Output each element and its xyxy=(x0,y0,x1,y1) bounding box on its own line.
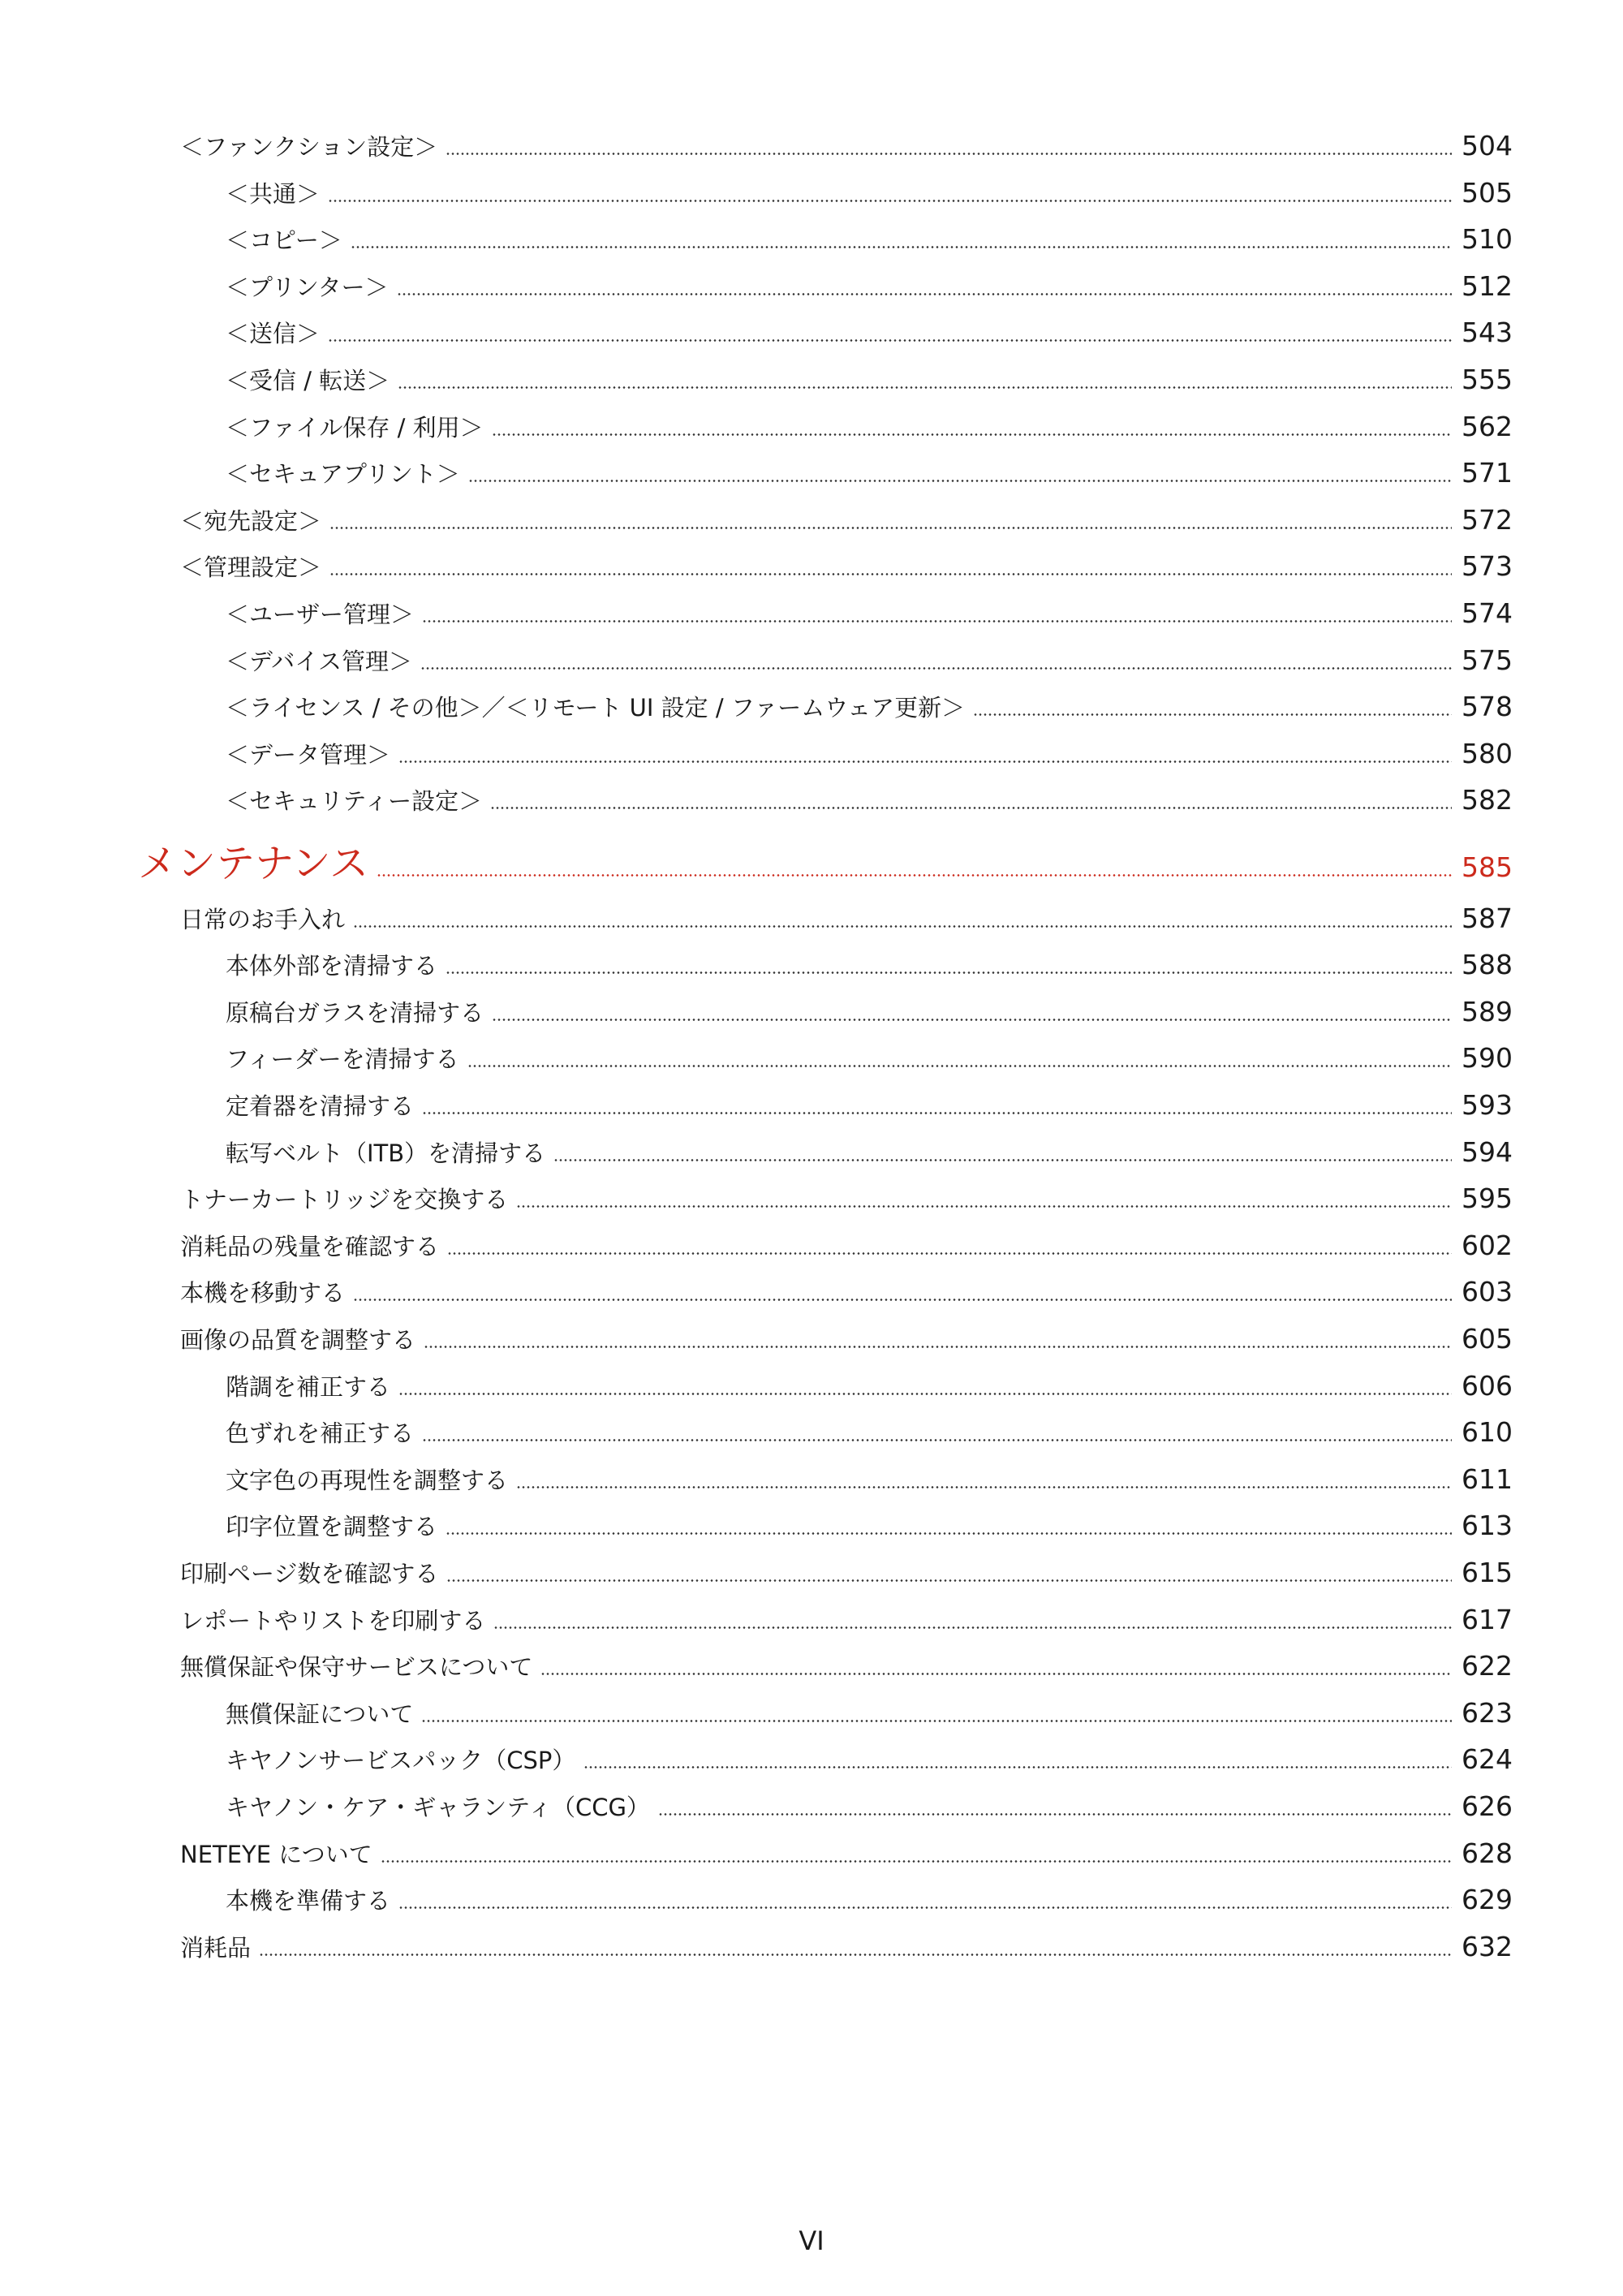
toc-entry-page-number: 632 xyxy=(1462,1930,1513,1962)
dot-leader xyxy=(553,1159,1452,1161)
toc-entry-page-number: 575 xyxy=(1462,644,1513,676)
dot-leader xyxy=(381,1860,1452,1863)
toc-entry-page-number: 602 xyxy=(1462,1229,1513,1261)
toc-entry-page-number: 573 xyxy=(1462,550,1513,583)
dot-leader xyxy=(353,925,1452,928)
toc-entry-label: 原稿台ガラスを清掃する xyxy=(226,998,484,1027)
toc-entry-label: 本機を移動する xyxy=(180,1279,346,1307)
dot-leader xyxy=(658,1813,1452,1816)
dot-leader xyxy=(398,1393,1452,1395)
toc-entry[interactable] xyxy=(226,996,1513,1029)
toc-entry-label: 階調を補正する xyxy=(226,1372,391,1401)
toc-entry-page-number: 582 xyxy=(1462,784,1513,816)
dot-leader xyxy=(259,1954,1452,1956)
page-number: VI xyxy=(799,2225,824,2256)
toc-entry-label: ＜セキュリティー設定＞ xyxy=(226,787,483,816)
dot-leader xyxy=(397,293,1452,295)
toc-entry-page-number: 512 xyxy=(1462,269,1513,302)
toc-entry-page-number: 580 xyxy=(1462,737,1513,769)
dot-leader xyxy=(516,1205,1452,1208)
toc-entry-label: 日常のお手入れ xyxy=(180,905,346,933)
toc-entry[interactable] xyxy=(226,1042,1513,1075)
dot-leader xyxy=(446,1532,1452,1535)
toc-entry[interactable] xyxy=(180,504,1513,537)
toc-entry-page-number: 587 xyxy=(1462,902,1513,934)
toc-entry[interactable] xyxy=(226,270,1513,304)
toc-entry[interactable] xyxy=(180,902,1513,936)
toc-entry-page-number: 606 xyxy=(1462,1369,1513,1402)
toc-entry[interactable] xyxy=(180,1650,1513,1683)
toc-entry-page-number: 624 xyxy=(1462,1743,1513,1776)
toc-entry-page-number: 628 xyxy=(1462,1837,1513,1869)
dot-leader xyxy=(446,153,1452,155)
toc-entry-label: ＜送信＞ xyxy=(226,320,321,348)
toc-entry-label: 消耗品の残量を確認する xyxy=(180,1232,440,1260)
toc-entry[interactable] xyxy=(226,644,1513,678)
toc-entry-label: ＜ユーザー管理＞ xyxy=(226,601,415,628)
toc-entry[interactable] xyxy=(226,1790,1513,1824)
toc-entry[interactable] xyxy=(226,177,1513,210)
toc-entry-page-number: 543 xyxy=(1462,317,1513,349)
toc-entry-label: 本機を準備する xyxy=(226,1887,391,1915)
toc-entry-label: ＜デバイス管理＞ xyxy=(226,647,412,675)
toc-entry[interactable] xyxy=(180,1931,1513,1964)
dot-leader xyxy=(446,1579,1452,1582)
toc-entry-page-number: 593 xyxy=(1462,1089,1513,1121)
dot-leader xyxy=(424,1346,1452,1348)
toc-entry-page-number: 622 xyxy=(1462,1650,1513,1682)
dot-leader xyxy=(583,1766,1452,1768)
toc-entry[interactable] xyxy=(226,1370,1513,1403)
toc-entry-label: ＜管理設定＞ xyxy=(180,554,322,582)
toc-entry-label: 転写ベルト（ITB）を清掃する xyxy=(226,1139,546,1167)
toc-entry[interactable] xyxy=(226,784,1513,817)
toc-entry[interactable] xyxy=(226,1884,1513,1917)
toc-entry-label: 本体外部を清掃する xyxy=(226,952,438,980)
toc-entry-label: ＜セキュアプリント＞ xyxy=(226,460,460,489)
toc-entry-label: ＜共通＞ xyxy=(226,179,321,208)
dot-leader xyxy=(540,1673,1452,1675)
toc-entry[interactable] xyxy=(226,1743,1513,1777)
toc-entry-label: フィーダーを清掃する xyxy=(226,1045,459,1074)
dot-leader xyxy=(421,1720,1452,1722)
toc-entry[interactable] xyxy=(226,1089,1513,1122)
toc-entry-page-number: 510 xyxy=(1462,223,1513,256)
toc-entry[interactable] xyxy=(180,130,1513,163)
toc-entry-label: ＜コピー＞ xyxy=(226,226,342,255)
toc-entry-label: ＜ライセンス / その他＞／＜リモート UI 設定 / ファームウェア更新＞ xyxy=(226,694,966,722)
toc-entry-label: メンテナンス xyxy=(138,841,369,886)
toc-entry-label: 無償保証や保守サービスについて xyxy=(180,1653,533,1682)
dot-leader xyxy=(468,480,1452,482)
dot-leader xyxy=(422,620,1452,622)
toc-entry-label: 消耗品 xyxy=(180,1933,252,1962)
dot-leader xyxy=(493,1626,1452,1629)
toc-entry-label: 印字位置を調整する xyxy=(226,1513,438,1541)
toc-entry-label: トナーカートリッジを交換する xyxy=(180,1186,509,1214)
toc-entry-label: 画像の品質を調整する xyxy=(180,1326,416,1354)
dot-leader xyxy=(490,807,1452,809)
toc-entry-page-number: 571 xyxy=(1462,457,1513,489)
toc-entry-label: ＜受信 / 転送＞ xyxy=(226,367,390,394)
toc-entry-page-number: 574 xyxy=(1462,597,1513,629)
toc-entry-page-number: 610 xyxy=(1462,1416,1513,1449)
dot-leader xyxy=(398,1906,1452,1909)
toc-entry-label: 印刷ページ数を確認する xyxy=(180,1560,439,1587)
dot-leader xyxy=(328,200,1452,202)
toc-entry[interactable] xyxy=(226,597,1513,631)
toc-chapter-heading[interactable] xyxy=(138,839,1513,892)
dot-leader xyxy=(398,386,1452,389)
toc-entry-label: ＜ファイル保存 / 利用＞ xyxy=(226,413,484,442)
toc-entry[interactable] xyxy=(226,1463,1513,1497)
dot-leader xyxy=(377,874,1452,877)
dot-leader xyxy=(422,1112,1452,1114)
toc-entry-page-number: 585 xyxy=(1462,851,1513,883)
toc-entry-label: ＜ファンクション設定＞ xyxy=(180,133,438,161)
toc-entry[interactable] xyxy=(180,1276,1513,1309)
toc-entry-page-number: 605 xyxy=(1462,1323,1513,1355)
toc-entry[interactable] xyxy=(226,457,1513,490)
dot-leader xyxy=(447,1252,1452,1255)
dot-leader xyxy=(328,339,1452,342)
toc-entry-page-number: 562 xyxy=(1462,410,1513,442)
toc-entry-label: NETEYE について xyxy=(180,1840,372,1868)
toc-entry-label: ＜データ管理＞ xyxy=(226,740,391,769)
toc-entry-page-number: 615 xyxy=(1462,1557,1513,1588)
toc-entry[interactable] xyxy=(226,1697,1513,1730)
toc-entry-page-number: 588 xyxy=(1462,949,1513,981)
dot-leader xyxy=(516,1486,1452,1488)
toc-entry-page-number: 590 xyxy=(1462,1042,1513,1075)
dot-leader xyxy=(446,971,1452,974)
toc-entry-page-number: 629 xyxy=(1462,1884,1513,1916)
toc-entry-label: レポートやリストを印刷する xyxy=(180,1606,486,1635)
toc-entry-label: キヤノンサービスパック（CSP） xyxy=(226,1747,576,1775)
toc-entry[interactable] xyxy=(180,1557,1513,1590)
toc-entry[interactable] xyxy=(226,223,1513,256)
dot-leader xyxy=(422,1439,1452,1441)
toc-entry[interactable] xyxy=(226,1510,1513,1543)
toc-entry-label: 無償保証について xyxy=(226,1699,414,1728)
toc-entry-page-number: 504 xyxy=(1462,130,1513,162)
toc-entry-page-number: 623 xyxy=(1462,1696,1513,1729)
toc-entry[interactable] xyxy=(226,411,1513,444)
toc-entry-page-number: 555 xyxy=(1462,364,1513,395)
toc-entry-page-number: 594 xyxy=(1462,1135,1513,1168)
toc-entry[interactable] xyxy=(180,550,1513,584)
toc-entry-page-number: 572 xyxy=(1462,503,1513,536)
toc-entry-label: ＜宛先設定＞ xyxy=(180,506,322,535)
toc-entry[interactable] xyxy=(226,364,1513,397)
dot-leader xyxy=(467,1065,1452,1067)
toc-entry-page-number: 595 xyxy=(1462,1182,1513,1215)
dot-leader xyxy=(420,667,1452,670)
toc-entry-label: 定着器を清掃する xyxy=(226,1092,415,1120)
toc-entry[interactable] xyxy=(226,1136,1513,1170)
toc-entry-page-number: 578 xyxy=(1462,691,1513,723)
toc-entry[interactable] xyxy=(180,1323,1513,1356)
toc-entry[interactable] xyxy=(180,1837,1513,1871)
toc-entry-page-number: 626 xyxy=(1462,1790,1513,1822)
toc-entry-label: 色ずれを補正する xyxy=(226,1419,415,1448)
toc-entry[interactable] xyxy=(226,738,1513,771)
dot-leader xyxy=(329,527,1452,529)
toc-entry[interactable] xyxy=(226,317,1513,350)
dot-leader xyxy=(492,433,1452,436)
toc-entry-page-number: 613 xyxy=(1462,1510,1513,1542)
dot-leader xyxy=(351,246,1452,248)
toc-entry-page-number: 589 xyxy=(1462,995,1513,1027)
dot-leader xyxy=(329,573,1452,575)
toc-entry[interactable] xyxy=(180,1182,1513,1216)
toc-entry[interactable] xyxy=(226,691,1513,724)
toc-entry-page-number: 505 xyxy=(1462,176,1513,209)
toc-entry-label: ＜プリンター＞ xyxy=(226,273,389,301)
toc-entry-page-number: 603 xyxy=(1462,1276,1513,1308)
toc-entry-label: 文字色の再現性を調整する xyxy=(226,1466,509,1494)
dot-leader xyxy=(398,760,1452,763)
toc-entry[interactable] xyxy=(180,1230,1513,1263)
toc-entry[interactable] xyxy=(226,1416,1513,1450)
dot-leader xyxy=(492,1019,1452,1021)
toc-entry[interactable] xyxy=(180,1604,1513,1637)
toc-entry[interactable] xyxy=(226,949,1513,982)
dot-leader xyxy=(973,713,1452,716)
dot-leader xyxy=(353,1299,1452,1301)
toc-entry-label: キヤノン・ケア・ギャランティ（CCG） xyxy=(226,1794,650,1821)
toc-entry-page-number: 611 xyxy=(1462,1462,1513,1495)
toc-entry-page-number: 617 xyxy=(1462,1603,1513,1635)
